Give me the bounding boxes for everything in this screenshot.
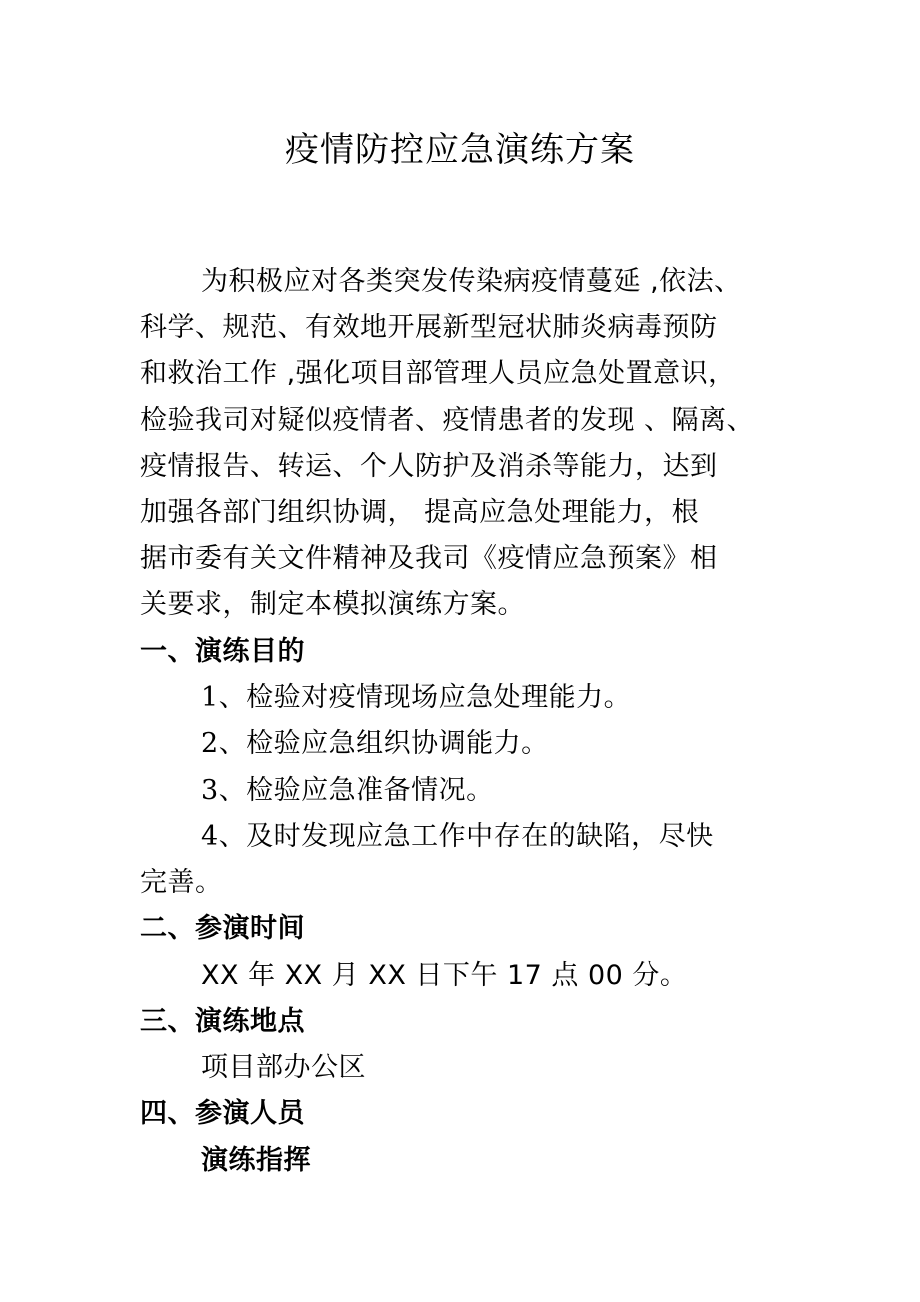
purpose-item-number: 2 [201, 728, 219, 759]
intro-line-2: 科学、规范、有效地开展新型冠状肺炎病毒预防 [140, 312, 718, 343]
intro-line-5: 疫情报告、转运、个人防护及消杀等能力，达到 [140, 451, 718, 482]
section-heading-participants: 四、参演人员 [140, 1098, 305, 1129]
intro-line-1: 为积极应对各类突发传染病疫情蔓延 ,依法、 [201, 266, 742, 297]
intro-line-6: 加强各部门组织协调， 提高应急处理能力，根 [140, 497, 700, 528]
section-heading-location: 三、演练地点 [140, 1006, 305, 1037]
purpose-item-text: 、检验应急组织协调能力。 [218, 728, 549, 759]
purpose-item-text: 、及时发现应急工作中存在的缺陷，尽快 [218, 821, 714, 852]
purpose-item-2 [201, 724, 549, 764]
drill-time: XX 年 XX 月 XX 日下午 17 点 00 分。 [201, 960, 688, 991]
intro-line-8: 关要求，制定本模拟演练方案。 [140, 589, 525, 620]
drill-location: 项目部办公区 [201, 1052, 366, 1083]
purpose-item-text: 、检验应急准备情况。 [218, 775, 494, 806]
intro-line-4: 检验我司对疑似疫情者、疫情患者的发现 、隔离、 [140, 405, 755, 436]
purpose-item-number: 4 [201, 821, 219, 852]
document-title: 疫情防控应急演练方案 [285, 130, 635, 170]
purpose-item-3 [201, 771, 494, 811]
intro-line-7: 据市委有关文件精神及我司《疫情应急预案》相 [140, 543, 718, 574]
purpose-item-number: 3 [201, 775, 219, 806]
purpose-item-text: 、检验对疫情现场应急处理能力。 [218, 682, 632, 713]
purpose-item-4-continuation: 完善。 [140, 867, 223, 898]
purpose-item-number: 1 [201, 682, 219, 713]
section-heading-purpose: 一、演练目的 [140, 636, 305, 667]
section-heading-time: 二、参演时间 [140, 913, 305, 944]
purpose-item-4 [201, 817, 714, 857]
intro-line-3: 和救治工作 ,强化项目部管理人员应急处置意识， [140, 358, 736, 389]
sub-heading-commander: 演练指挥 [201, 1145, 311, 1176]
purpose-item-1 [201, 678, 631, 718]
